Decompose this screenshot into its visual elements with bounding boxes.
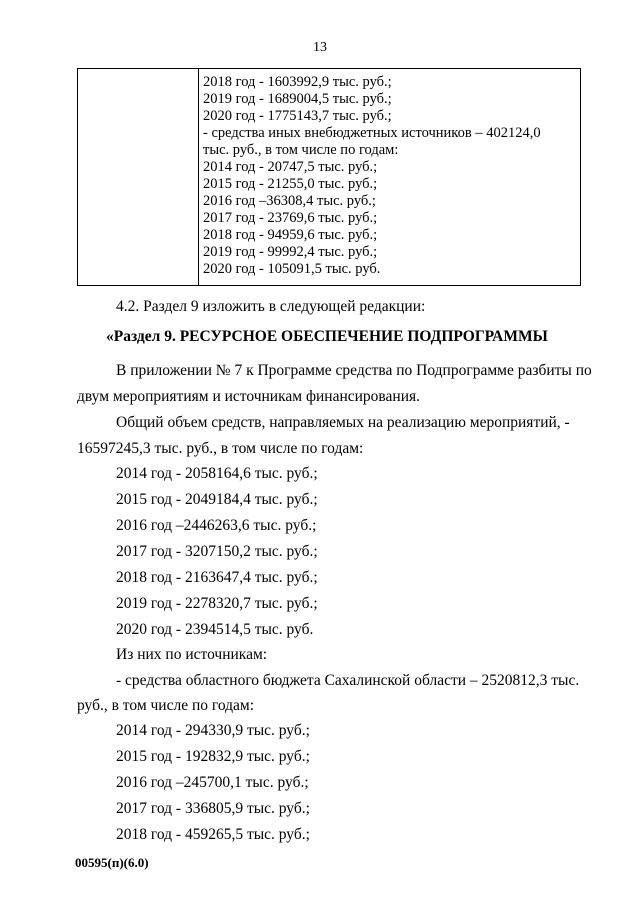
paragraph-line: 16597245,3 тыс. руб., в том числе по годам: [77,440,364,457]
paragraph-line: руб., в том числе по годам: [77,697,255,714]
year-line: 2017 год - 336805,9 тыс. руб.; [116,800,310,817]
table-row: тыс. руб., в том числе по годам: [203,142,399,158]
year-line: 2016 год –2446263,6 тыс. руб.; [116,517,317,534]
year-line: 2019 год - 2278320,7 тыс. руб.; [116,595,318,612]
paragraph-line: Общий объем средств, направляемых на реализацию мероприятий, - [116,414,570,431]
paragraph-line: В приложении № 7 к Программе средства по Подпрограмме разбиты по [116,362,592,379]
year-line: 2018 год - 2163647,4 тыс. руб.; [116,569,318,586]
sources-heading: Из них по источникам: [116,646,268,663]
table-row: 2020 год - 1775143,7 тыс. руб.; [203,108,392,124]
paragraph-line: двум мероприятиям и источникам финансирования. [77,388,421,405]
year-line: 2015 год - 2049184,4 тыс. руб.; [116,491,318,508]
funding-table [77,68,581,286]
year-line: 2014 год - 2058164,6 тыс. руб.; [116,465,318,482]
table-row: 2016 год –36308,4 тыс. руб.; [203,193,376,209]
section-heading: «Раздел 9. РЕСУРСНОЕ ОБЕСПЕЧЕНИЕ ПОДПРОГРАММЫ [106,328,548,345]
table-row: 2015 год - 21255,0 тыс. руб.; [203,176,378,192]
year-line: 2018 год - 459265,5 тыс. руб.; [116,826,310,843]
year-line: 2020 год - 2394514,5 тыс. руб. [116,621,314,638]
item-4-2: 4.2. Раздел 9 изложить в следующей редакции: [116,298,426,315]
table-left-cell [78,69,199,285]
table-row: 2019 год - 99992,4 тыс. руб.; [203,244,378,260]
paragraph-line: - средства областного бюджета Сахалинской области – 2520812,3 тыс. [116,672,580,689]
document-code: 00595(п)(6.0) [75,855,149,870]
year-line: 2016 год –245700,1 тыс. руб.; [116,774,309,791]
table-right-cell [199,69,580,285]
year-line: 2017 год - 3207150,2 тыс. руб.; [116,543,318,560]
table-row: 2019 год - 1689004,5 тыс. руб.; [203,91,392,107]
year-line: 2014 год - 294330,9 тыс. руб.; [116,722,310,739]
page-number: 13 [313,40,327,55]
table-row: - средства иных внебюджетных источников – 402124,0 [203,125,541,141]
table-row: 2018 год - 1603992,9 тыс. руб.; [203,74,392,90]
year-line: 2015 год - 192832,9 тыс. руб.; [116,748,310,765]
table-row: 2020 год - 105091,5 тыс. руб. [203,261,381,277]
table-row: 2014 год - 20747,5 тыс. руб.; [203,159,378,175]
table-row: 2018 год - 94959,6 тыс. руб.; [203,227,378,243]
table-row: 2017 год - 23769,6 тыс. руб.; [203,210,378,226]
